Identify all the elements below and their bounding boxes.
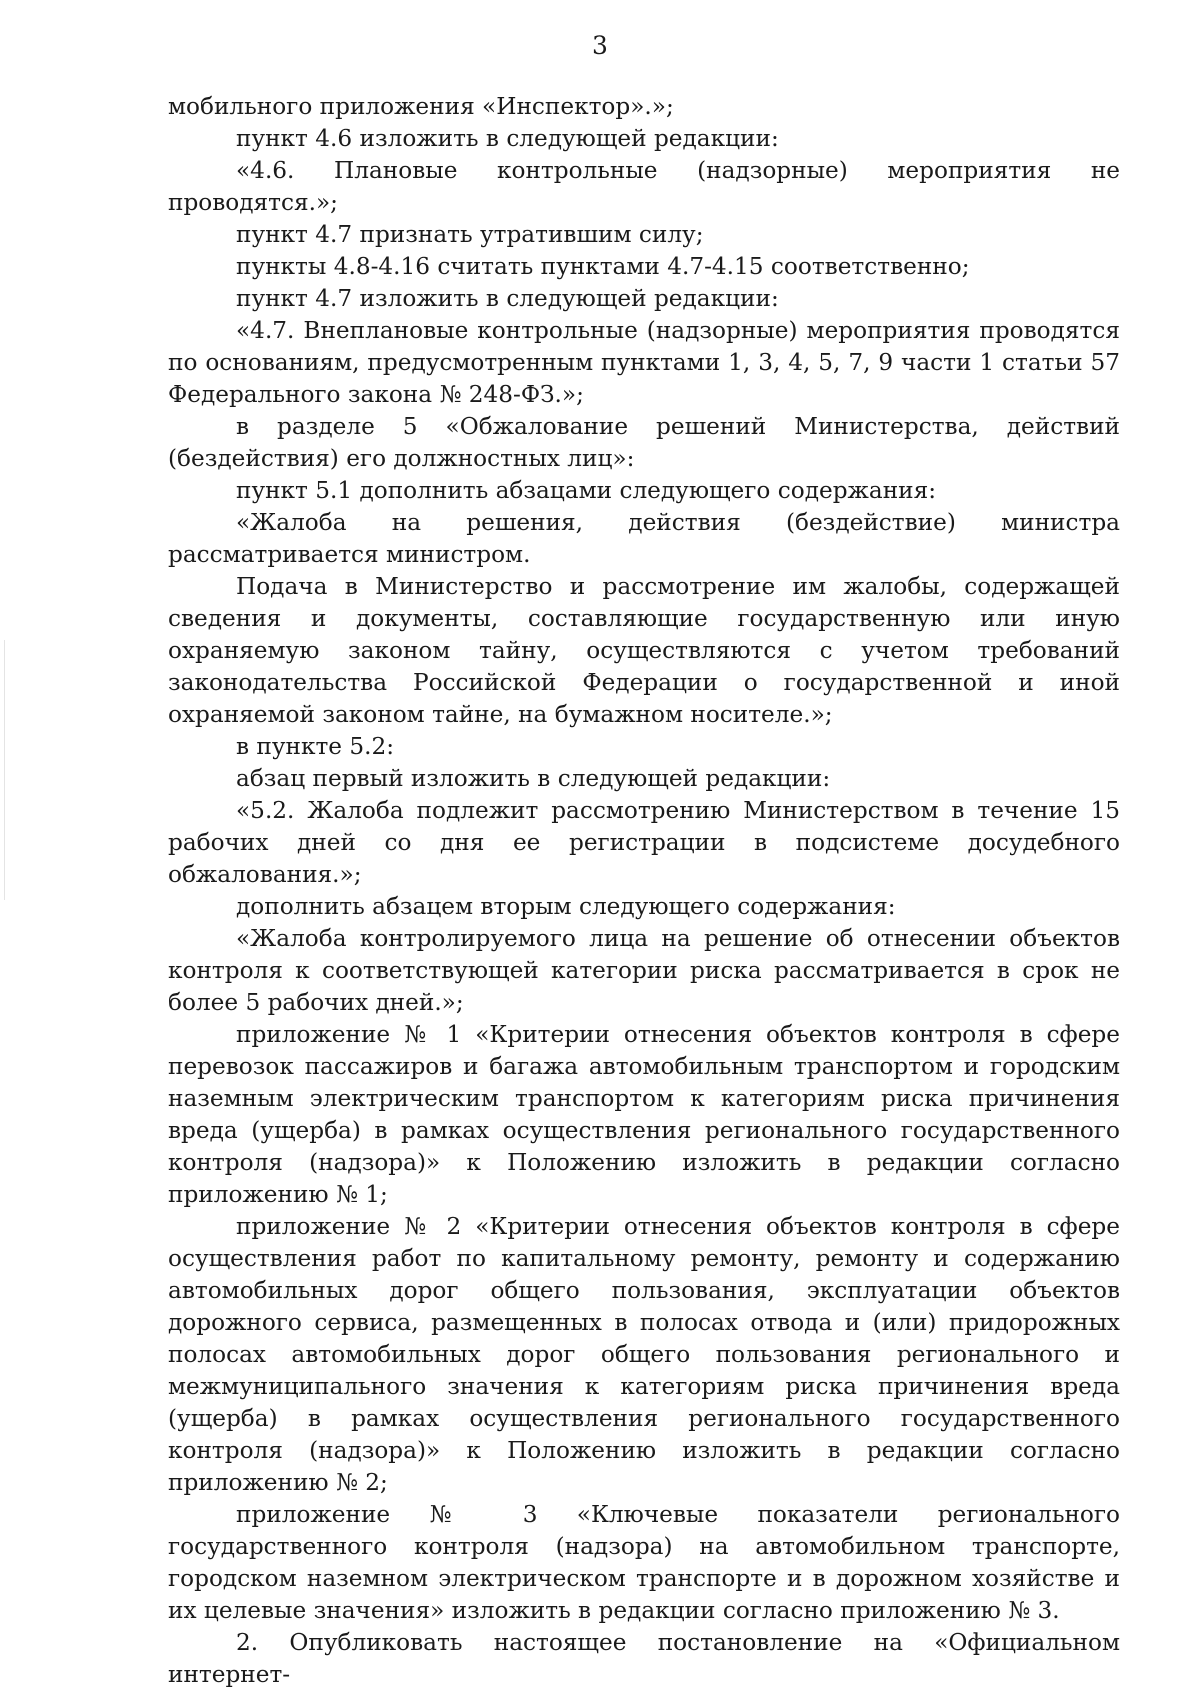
paragraph-15: дополнить абзацем вторым следующего содержания: (236, 893, 896, 920)
paragraph-4: пункт 4.7 признать утратившим силу; (236, 221, 704, 248)
paragraph-17: приложение № 1 «Критерии отнесения объектов контроля в сфере перевозок пассажиров и багажа автомобильным транспортом и городским наземным электрическим транспортом к категориям риска причинения вреда (ущерба) в рамках осуществления регионального государственного контроля (надзора)» к Положению изложить в редакции согласно приложению № 1; (168, 1021, 1120, 1208)
paragraph-9: пункт 5.1 дополнить абзацами следующего содержания: (236, 477, 937, 504)
paragraph-18: приложение № 2 «Критерии отнесения объектов контроля в сфере осуществления работ по капитальному ремонту, ремонту и содержанию автомобильных дорог общего пользования, эксплуатации объектов дорожного сервиса, размещенных в полосах отвода и (или) придорожных полосах автомобильных дорог общего пользования регионального и межмуниципального значения к категориям риска причинения вреда (ущерба) в рамках осуществления регионального государственного контроля (надзора)» к Положению изложить в редакции согласно приложению № 2; (168, 1213, 1120, 1496)
paragraph-2: пункт 4.6 изложить в следующей редакции: (236, 125, 779, 152)
paragraph-8: в разделе 5 «Обжалование решений Министерства, действий (бездействия) его должностных лиц»: (168, 413, 1120, 472)
paragraph-12: в пункте 5.2: (236, 733, 395, 760)
paragraph-16: «Жалоба контролируемого лица на решение об отнесении объектов контроля к соответствующей категории риска рассматривается в срок не более 5 рабочих дней.»; (168, 925, 1120, 1016)
paragraph-10: «Жалоба на решения, действия (бездействие) министра рассматривается министром. (168, 509, 1120, 568)
document-body (168, 91, 1120, 1691)
paragraph-14: «5.2. Жалоба подлежит рассмотрению Министерством в течение 15 рабочих дней со дня ее регистрации в подсистеме досудебного обжалования.»; (168, 797, 1120, 888)
paragraph-1: мобильного приложения «Инспектор».»; (168, 93, 674, 120)
paragraph-3: «4.6. Плановые контрольные (надзорные) мероприятия не проводятся.»; (168, 157, 1120, 216)
page-number: 3 (592, 31, 608, 60)
scan-edge-mark (4, 640, 5, 900)
paragraph-20: 2. Опубликовать настоящее постановление на «Официальном интернет- (168, 1629, 1120, 1688)
paragraph-19: приложение № 3 «Ключевые показатели регионального государственного контроля (надзора) на автомобильном транспорте, городском наземном электрическом транспорте и в дорожном хозяйстве и их целевые значения» изложить в редакции согласно приложению № 3. (168, 1501, 1120, 1624)
paragraph-5: пункты 4.8-4.16 считать пунктами 4.7-4.15 соответственно; (236, 253, 970, 280)
paragraph-13: абзац первый изложить в следующей редакции: (236, 765, 831, 792)
paragraph-7: «4.7. Внеплановые контрольные (надзорные) мероприятия проводятся по основаниям, предусмотренным пунктами 1, 3, 4, 5, 7, 9 части 1 статьи 57 Федерального закона № 248-ФЗ.»; (168, 317, 1120, 408)
paragraph-11: Подача в Министерство и рассмотрение им жалобы, содержащей сведения и документы, составляющие государственную или иную охраняемую законом тайну, осуществляются с учетом требований законодательства Российской Федерации о государственной и иной охраняемой законом тайне, на бумажном носителе.»; (168, 573, 1120, 728)
paragraph-6: пункт 4.7 изложить в следующей редакции: (236, 285, 779, 312)
